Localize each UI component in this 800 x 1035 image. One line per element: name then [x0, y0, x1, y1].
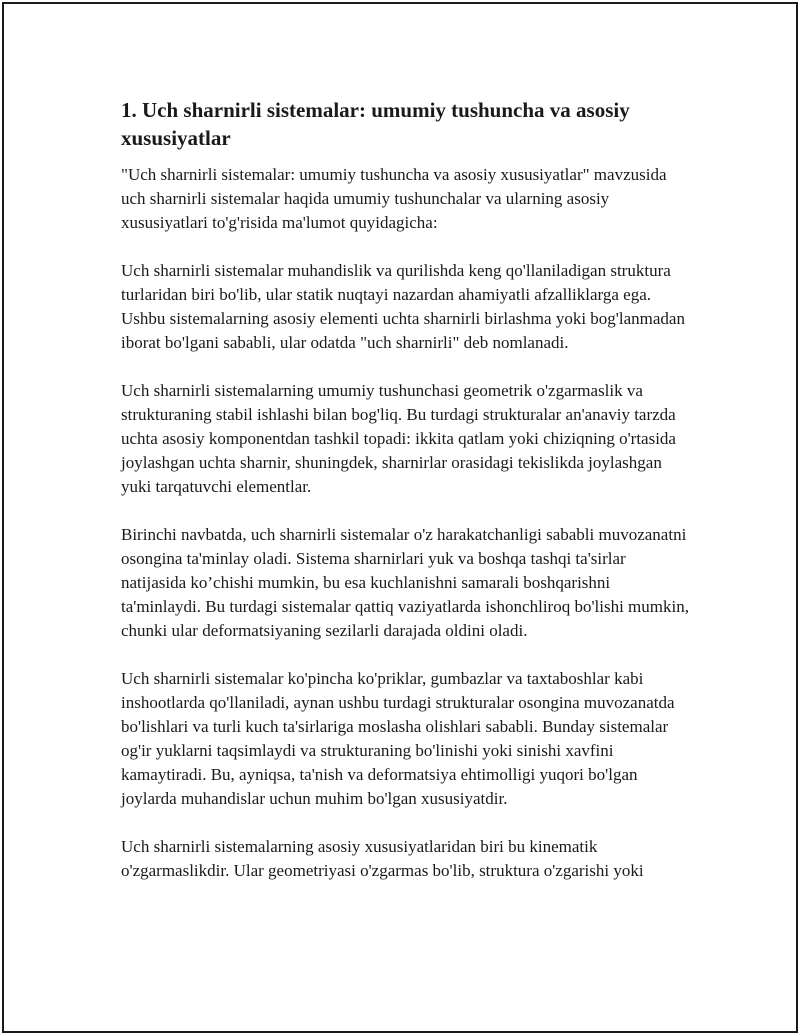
paragraph-equilibrium: Birinchi navbatda, uch sharnirli sistemalar o'z harakatchanligi sababli muvozanatni osongina ta'minlay oladi. Sistema sharnirlari yuk va boshqa tashqi ta'sirlar natijasida ko’chishi mumkin, bu esa kuchlanishni samarali boshqarishni ta'minlaydi. Bu turdagi sistemalar qattiq vaziyatlarda ishonchliroq bo'lishi mumkin, chunki ular deformatsiyaning sezilarli darajada oldini oladi.	[121, 525, 689, 640]
document-title: 1. Uch sharnirli sistemalar: umumiy tushuncha va asosiy xususiyatlar	[121, 98, 630, 150]
page-frame	[2, 2, 798, 1033]
paragraph-general-concept: Uch sharnirli sistemalarning umumiy tushunchasi geometrik o'zgarmaslik va strukturaning stabil ishlashi bilan bog'liq. Bu turdagi strukturalar an'anaviy tarzda uchta asosiy komponentdan tashkil topadi: ikkita qatlam yoki chiziqning o'rtasida joylashgan uchta sharnir, shuningdek, sharnirlar orasidagi tekislikda joylashgan yuki tarqatuvchi elementlar.	[121, 381, 676, 496]
paragraph-definition: Uch sharnirli sistemalar muhandislik va qurilishda keng qo'llaniladigan struktura turlaridan biri bo'lib, ular statik nuqtayi nazardan ahamiyatli afzalliklarga ega. Ushbu sistemalarning asosiy elementi uchta sharnirli birlashma yoki bog'lanmadan iborat bo'lgani sababli, ular odatda "uch sharnirli" deb nomlanadi.	[121, 261, 685, 352]
document-body	[121, 96, 691, 907]
paragraph-applications: Uch sharnirli sistemalar ko'pincha ko'priklar, gumbazlar va taxtaboshlar kabi inshootlarda qo'llaniladi, aynan ushbu turdagi strukturalar osongina muvozanatda bo'lishlari va turli kuch ta'sirlariga moslasha olishlari sababli. Bunday sistemalar og'ir yuklarni taqsimlaydi va strukturaning bo'linishi yoki sinishi xavfini kamaytiradi. Bu, ayniqsa, ta'nish va deformatsiya ehtimolligi yuqori bo'lgan joylarda muhandislar uchun muhim bo'lgan xususiyatdir.	[121, 669, 675, 808]
paragraph-kinematic: Uch sharnirli sistemalarning asosiy xususiyatlaridan biri bu kinematik o'zgarmaslikdir. Ular geometriyasi o'zgarmas bo'lib, struktura o'zgarishi yoki	[121, 837, 644, 880]
paragraph-intro: "Uch sharnirli sistemalar: umumiy tushuncha va asosiy xususiyatlar" mavzusida uch sharnirli sistemalar haqida umumiy tushunchalar va ularning asosiy xususiyatlari to'g'risida ma'lumot quyidagicha:	[121, 165, 667, 232]
